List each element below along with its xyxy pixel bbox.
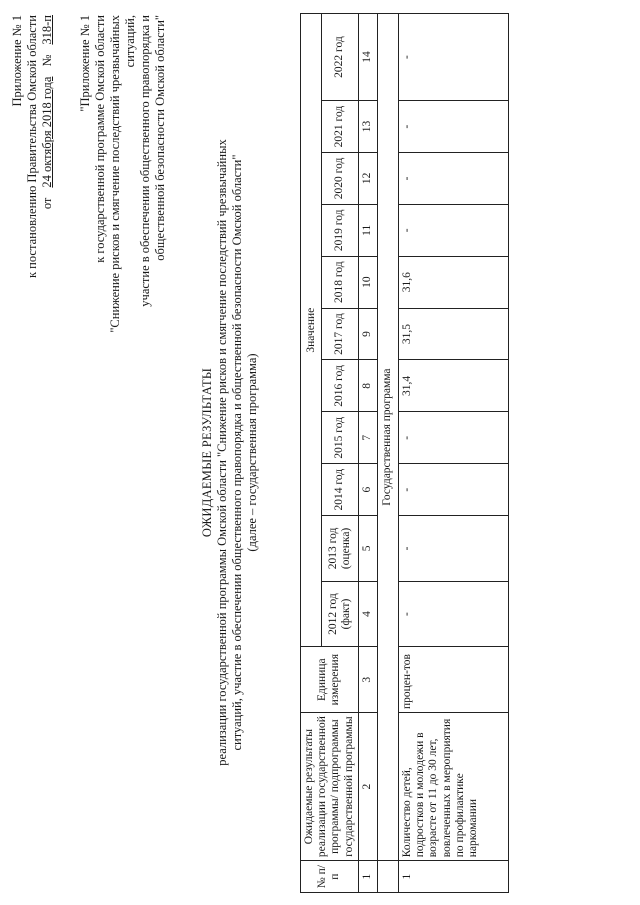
results-table [300, 13, 509, 893]
appendix-resolution-ref: к постановлению Правительства Омской области [25, 15, 39, 279]
appendix-title: Приложение № 1 [10, 15, 24, 107]
row-value: 31,4 [398, 360, 508, 412]
column-number: 2 [358, 713, 377, 861]
column-number: 8 [358, 360, 377, 412]
column-number: 5 [358, 516, 377, 582]
col-header-year: 2015 год [322, 412, 359, 464]
appendix-date-line [40, 15, 55, 325]
row-value: - [398, 464, 508, 516]
appendix-header [10, 15, 55, 325]
program-appendix-ref: к государственной программе Омской области [93, 15, 107, 263]
row-value: - [398, 516, 508, 582]
column-number: 9 [358, 308, 377, 360]
date-prefix: от [40, 197, 54, 210]
title-line-3: ситуаций, участие в обеспечении общественного правопорядка и общественной безопасности Омской области" [230, 154, 244, 751]
col-header-year: 2012 год (факт) [322, 581, 359, 647]
column-number: 3 [358, 647, 377, 713]
column-number: 10 [358, 256, 377, 308]
row-value: - [398, 14, 508, 101]
row-unit: процен-тов [398, 647, 508, 713]
column-number-row [358, 14, 377, 893]
col-header-year: 2016 год [322, 360, 359, 412]
section-title: Государственная программа [377, 14, 398, 861]
column-number: 4 [358, 581, 377, 647]
row-value: - [398, 101, 508, 153]
col-header-results: Ожидаемые результаты реализации государственной программы/ подпрограммы государственной программы [301, 713, 359, 861]
row-value: - [398, 204, 508, 256]
column-number: 7 [358, 412, 377, 464]
document-title [200, 10, 260, 895]
col-header-year: 2021 год [322, 101, 359, 153]
resolution-date: 24 октября 2018 года [40, 76, 54, 188]
program-appendix-header [78, 15, 168, 345]
title-main: ОЖИДАЕМЫЕ РЕЗУЛЬТАТЫ [200, 367, 214, 538]
column-number: 1 [358, 861, 377, 893]
col-header-year: 2022 год [322, 14, 359, 101]
column-number: 13 [358, 101, 377, 153]
col-header-year: 2013 год (оценка) [322, 516, 359, 582]
row-value: - [398, 581, 508, 647]
col-header-year: 2017 год [322, 308, 359, 360]
row-result: Количество детей, подростков и молодежи в возрасте от 11 до 30 лет, вовлеченных в мероприятия по профилактике наркомании [398, 713, 508, 861]
col-header-year: 2020 год [322, 152, 359, 204]
title-line-4: (далее – государственная программа) [245, 353, 259, 552]
col-header-year: 2018 год [322, 256, 359, 308]
resolution-number: 318-п [40, 15, 54, 45]
title-line-2: реализации государственной программы Омской области "Снижение рисков и смягчение последствий чрезвычайных [215, 139, 229, 766]
row-value: 31,5 [398, 308, 508, 360]
col-header-unit: Единица измерения [301, 647, 359, 713]
row-num: 1 [398, 861, 508, 893]
column-number: 6 [358, 464, 377, 516]
section-row [377, 14, 398, 893]
col-header-year: 2014 год [322, 464, 359, 516]
row-value: - [398, 152, 508, 204]
column-number: 11 [358, 204, 377, 256]
column-number: 12 [358, 152, 377, 204]
column-number: 14 [358, 14, 377, 101]
col-header-year: 2019 год [322, 204, 359, 256]
table-row [398, 14, 508, 893]
program-name-line-2: участие в обеспечении общественного правопорядка и [138, 15, 152, 307]
row-value: - [398, 412, 508, 464]
row-value: 31,6 [398, 256, 508, 308]
number-prefix: № [40, 54, 54, 67]
col-header-num: № п/п [301, 861, 359, 893]
program-name-line-1: "Снижение рисков и смягчение последствий чрезвычайных ситуаций, [108, 15, 137, 333]
col-header-value-group: Значение [301, 14, 322, 647]
program-appendix-title: "Приложение № 1 [78, 15, 92, 112]
program-name-line-3: общественной безопасности Омской области" [153, 15, 167, 261]
